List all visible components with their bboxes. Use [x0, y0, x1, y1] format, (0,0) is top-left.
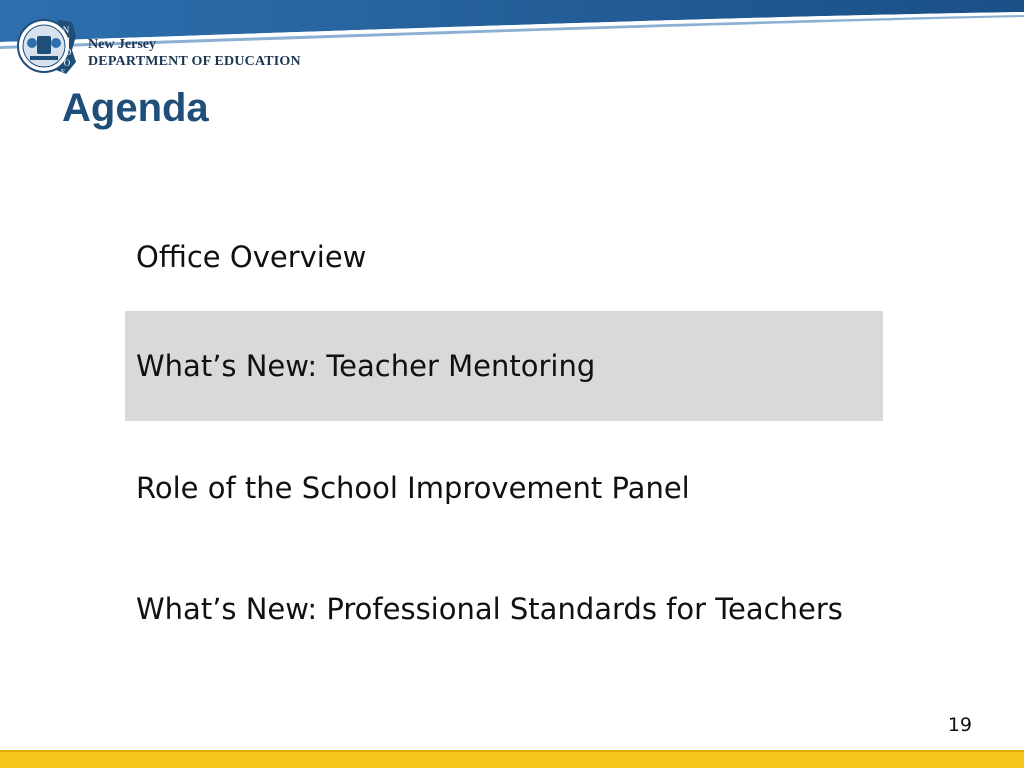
agenda-item-office-overview: Office Overview [136, 240, 367, 274]
page-title: Agenda [62, 86, 209, 130]
organization-name [88, 36, 301, 70]
njdoe-seal-logo [16, 16, 80, 76]
svg-text:D: D [64, 47, 72, 57]
agenda-item-school-improvement-panel: Role of the School Improvement Panel [136, 471, 690, 505]
svg-text:J: J [66, 36, 70, 46]
org-state-name: New Jersey [88, 37, 157, 52]
agenda-item-teacher-mentoring: What’s New: Teacher Mentoring [125, 311, 883, 421]
agenda-list [125, 200, 883, 680]
agenda-item-professional-standards: What’s New: Professional Standards for Teachers [136, 592, 843, 626]
slide-page-number: 19 [947, 714, 972, 736]
svg-text:O: O [63, 58, 71, 68]
svg-text:E: E [60, 68, 66, 76]
org-department-name: DEPARTMENT OF EDUCATION [88, 54, 301, 69]
svg-text:N: N [62, 25, 70, 35]
footer-bar [0, 750, 1024, 768]
